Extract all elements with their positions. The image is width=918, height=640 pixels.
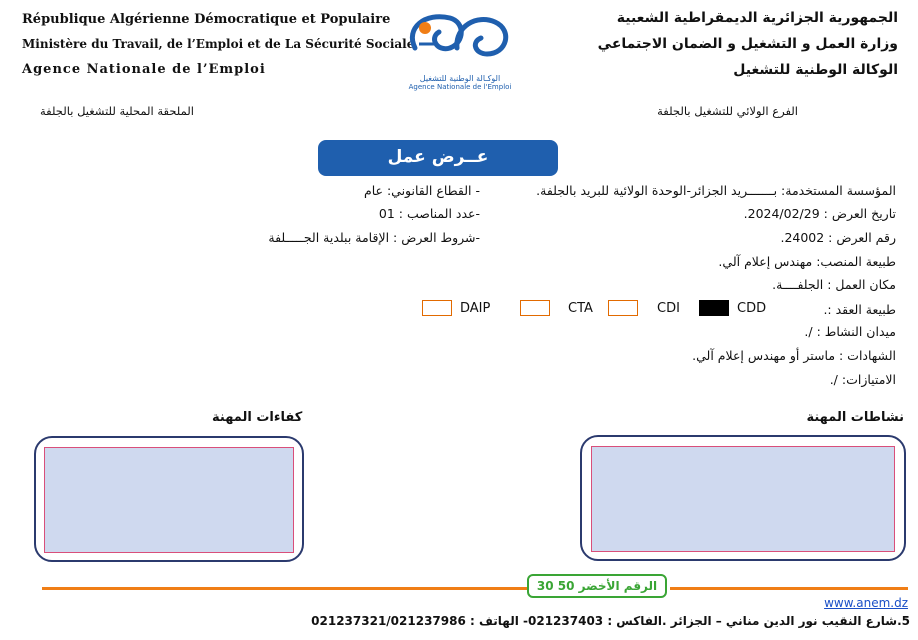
activities-box (580, 435, 906, 561)
skills-content (44, 447, 294, 553)
footer-address: 5.شارع النقيب نور الدين مناني – الجزائر .الفاكس : 021237403- الهاتف : 021237321/021237986 (311, 614, 910, 628)
label-cta: CTA (568, 301, 593, 316)
branch-left: الملحقة المحلية للتشغيل بالجلفة (40, 104, 194, 118)
footer-line-left (42, 587, 527, 590)
label-cdd: CDD (737, 301, 767, 316)
label-cdi: CDI (657, 301, 680, 316)
header-fr-line3: Agence Nationale de l’Emploi (22, 62, 266, 77)
field-activity-domain: ميدان النشاط : /. (804, 324, 896, 339)
checkbox-cta[interactable] (520, 300, 550, 316)
header-ar-line1: الجمهورية الجزائرية الديمقراطية الشعبية (616, 10, 898, 26)
field-diplomas: الشهادات : ماستر أو مهندس إعلام آلي. (692, 348, 896, 363)
page-title: عــرض عمل (318, 140, 558, 176)
header-ar-line3: الوكالة الوطنية للتشغيل (733, 62, 898, 78)
field-work-location: مكان العمل : الجلفــــة. (772, 277, 896, 292)
header-fr-line1: République Algérienne Démocratique et Populaire (22, 12, 391, 27)
website-link[interactable]: www.anem.dz (824, 596, 908, 610)
branch-right: الفرع الولائي للتشغيل بالجلفة (657, 104, 798, 118)
checkbox-cdd[interactable] (699, 300, 729, 316)
header-fr-line2: Ministère du Travail, de l’Emploi et de La Sécurité Sociale (22, 37, 415, 51)
logo-ar-text: الوكـالة الوطنية للتشغيل (419, 74, 501, 83)
field-legal-sector: - القطاع القانوني: عام (363, 183, 480, 198)
green-number-badge: الرقم الأخضر 50 30 (527, 574, 667, 598)
activities-heading: نشاطات المهنة (806, 410, 904, 425)
field-benefits: الامتيازات: /. (829, 372, 896, 387)
field-conditions: -شروط العرض : الإقامة ببلدية الجـــــلفة (268, 230, 480, 245)
field-offer-number: رقم العرض : 24002. (780, 230, 896, 245)
header-ar-line2: وزارة العمل و التشغيل و الضمان الاجتماعي (597, 36, 898, 52)
checkbox-daip[interactable] (422, 300, 452, 316)
field-contract-type: طبيعة العقد :. (823, 302, 896, 317)
anem-logo-icon (395, 8, 525, 70)
field-positions-count: -عدد المناصب : 01 (378, 206, 480, 221)
field-position-type: طبيعة المنصب: مهندس إعلام آلي. (718, 254, 896, 269)
anem-logo (395, 8, 525, 90)
field-employer: المؤسسة المستخدمة: بـــــــريد الجزائر-الوحدة الولائية للبريد بالجلفة. (536, 183, 896, 198)
skills-box (34, 436, 304, 562)
checkbox-cdi[interactable] (608, 300, 638, 316)
skills-heading: كفاءات المهنة (212, 410, 303, 425)
footer-line-right (670, 587, 908, 590)
field-offer-date: تاريخ العرض : 2024/02/29. (743, 206, 896, 221)
logo-fr-text: Agence Nationale de l'Emploi (408, 83, 512, 91)
activities-content (591, 446, 895, 552)
label-daip: DAIP (460, 301, 491, 316)
